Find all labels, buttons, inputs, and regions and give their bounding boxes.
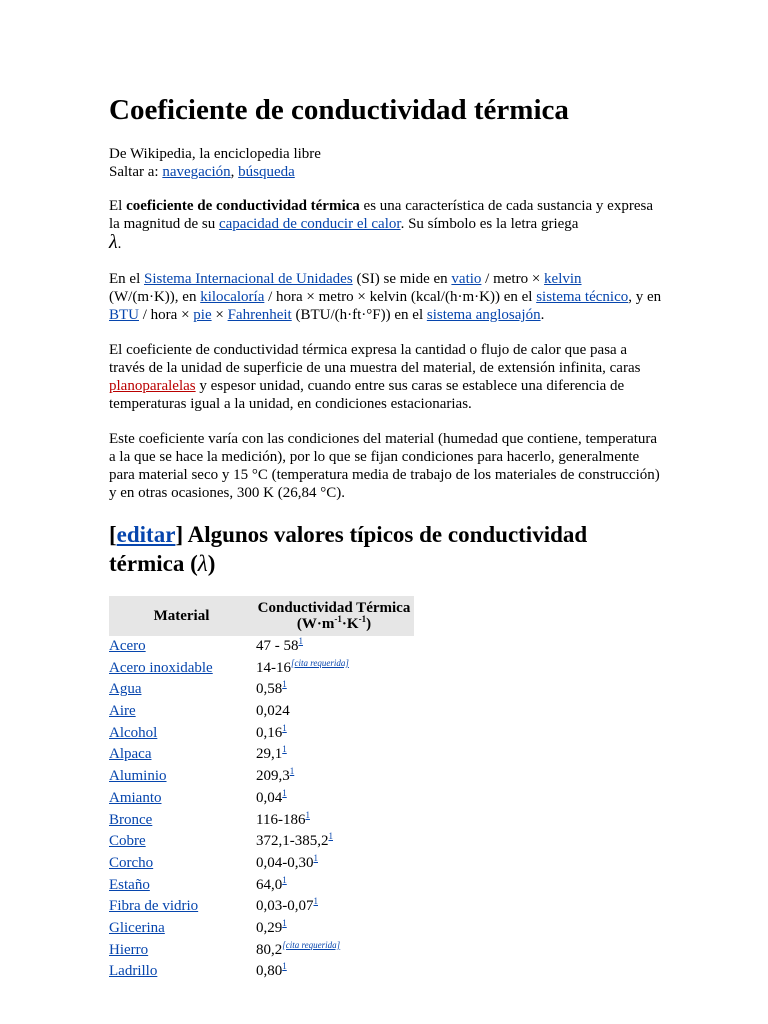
text: . Su símbolo es la letra griega [400,216,579,232]
conductivity-value: 372,1-385,2 [256,833,329,850]
from-line: De Wikipedia, la enciclopedia libre [109,146,321,162]
conductivity-value: 0,58 [256,681,283,698]
reference-link[interactable]: 1 [313,896,318,907]
reference-link[interactable]: 1 [305,809,310,820]
table-row [109,940,414,962]
bold-term: coeficiente de conductividad térmica [126,198,360,214]
cell-value [254,810,414,832]
jump-prefix: Saltar a: [109,164,163,180]
jump-search-link[interactable]: búsqueda [238,164,295,180]
table-row [109,875,414,897]
cell-material [109,744,254,766]
cell-material [109,723,254,745]
table-row [109,918,414,940]
material-link[interactable]: Aluminio [109,768,167,785]
reference-link[interactable]: 1 [328,831,333,842]
link-sistema-anglosajon[interactable]: sistema anglosajón [426,307,541,323]
paragraph-definition [109,197,664,253]
section-heading [109,520,664,578]
cell-value [254,788,414,810]
text: / hora × metro × kelvin (kcal/(h·m·K)) en el [264,289,537,305]
material-link[interactable]: Estaño [109,876,150,893]
text: . [117,236,122,252]
reference-link[interactable]: [cita requerida] [282,939,341,950]
text: (BTU/(h·ft·°F)) en el [291,307,427,323]
text: es una característica de cada sustancia y expresa la magnitud de su [109,198,653,232]
edit-bracket-open: [ [109,522,117,547]
table-row [109,810,414,832]
table-row [109,961,414,983]
table-row [109,701,414,723]
table-row [109,636,414,658]
conductivity-value: 0,29 [256,919,283,936]
reference-link[interactable]: 1 [282,744,287,755]
cell-value [254,723,414,745]
text: (SI) se mide en [352,271,452,287]
jump-navigation-link[interactable]: navegación [162,164,231,180]
conductivity-value: 0,03-0,07 [256,898,314,915]
reference-note[interactable] [314,896,319,906]
section-title-end: ) [207,551,216,576]
cell-material [109,701,254,723]
material-link[interactable]: Agua [109,681,142,698]
material-link[interactable]: Hierro [109,941,149,958]
material-link[interactable]: Aire [109,703,136,720]
conductivity-value: 209,3 [256,768,290,785]
link-btu[interactable]: BTU [109,307,139,323]
conductivity-value: 14-16 [256,659,291,676]
text: . [540,307,545,323]
reference-note[interactable] [282,723,287,733]
conductivity-value: 0,16 [256,724,283,741]
text: El [109,198,127,214]
link-planoparalelas[interactable]: planoparalelas [109,378,196,394]
cell-value [254,636,414,658]
link-fahrenheit[interactable]: Fahrenheit [227,307,292,323]
link-vatio[interactable]: vatio [451,271,482,287]
table-row [109,853,414,875]
header-unit-c: ) [366,616,372,632]
cell-material [109,636,254,658]
text: (W/(m·K)), en [109,289,201,305]
conductivity-value: 0,04 [256,789,283,806]
material-link[interactable]: Cobre [109,833,146,850]
edit-bracket-close: ] [175,522,184,547]
cell-material [109,853,254,875]
cell-value [254,701,414,723]
cell-value [254,679,414,701]
cell-value [254,940,414,962]
material-link[interactable]: Bronce [109,811,153,828]
table-row [109,744,414,766]
table-row [109,679,414,701]
table-header-row [109,596,414,636]
conductivity-value: 0,024 [256,703,290,720]
cell-material [109,940,254,962]
table-row [109,658,414,680]
text: / metro × [481,271,545,287]
table-row [109,896,414,918]
citation-needed[interactable] [282,940,340,950]
material-link[interactable]: Ladrillo [109,963,158,980]
reference-note[interactable] [282,875,287,885]
reference-link[interactable]: 1 [282,917,287,928]
lambda-symbol: λ [197,551,208,576]
text: / hora × [139,307,194,323]
conductivity-table [109,596,414,983]
material-link[interactable]: Glicerina [109,919,165,936]
cell-value [254,831,414,853]
paragraph-explanation [109,341,664,413]
reference-link[interactable]: 1 [282,787,287,798]
reference-link[interactable]: 1 [289,766,295,777]
conductivity-value: 0,04-0,30 [256,854,314,871]
cell-value [254,961,414,983]
reference-link[interactable]: 1 [313,852,318,863]
cell-value [254,744,414,766]
reference-note[interactable] [329,831,334,841]
reference-link[interactable]: 1 [282,961,287,972]
material-link[interactable]: Alcohol [109,724,158,741]
paragraph-conditions: Este coeficiente varía con las condiciones del material (humedad que contiene, temperatura a la que se hace la medición), por lo que se fijan condiciones para hacerlo, generalmente para material seco y 15 °C (temperatura media de trabajo de los materiales de construcción) y en otras ocasiones, 300 K (26,84 °C). [109,431,660,501]
cell-material [109,788,254,810]
reference-link[interactable]: [cita requerida] [291,657,349,668]
article-content [109,92,664,983]
table-row [109,788,414,810]
reference-link[interactable]: 1 [282,722,287,733]
material-link[interactable]: Acero [109,638,146,654]
reference-note[interactable] [282,788,287,798]
cell-material [109,766,254,788]
cell-material [109,961,254,983]
link-kelvin[interactable]: kelvin [544,271,582,287]
column-header-material: Material [109,596,254,636]
reference-note[interactable] [299,636,304,646]
conductivity-value: 47 - 58 [256,638,299,654]
reference-note[interactable] [282,961,287,971]
jump-line [109,163,664,181]
conductivity-value: 0,80 [256,963,283,980]
cell-value [254,896,414,918]
column-header-conductivity [254,596,414,636]
text: × [211,307,228,323]
conductivity-value: 80,2 [256,941,283,958]
table-row [109,723,414,745]
page-title: Coeficiente de conductividad térmica [109,94,569,126]
conductivity-value: 64,0 [256,876,283,893]
header-unit-sup2: -1 [358,614,367,624]
material-link[interactable]: Amianto [109,789,162,806]
header-line-1: Conductividad Térmica [257,600,411,616]
table-row [109,766,414,788]
reference-link[interactable]: 1 [282,874,287,885]
reference-note[interactable] [314,853,319,863]
cell-material [109,896,254,918]
header-unit-b: ·K [341,616,359,632]
material-link[interactable]: Corcho [109,854,154,871]
paragraph-units [109,270,664,324]
reference-note[interactable] [282,918,287,928]
article-subtitle [109,145,664,181]
header-unit-sup1: -1 [334,614,342,624]
lambda-symbol: λ [109,231,118,253]
reference-note[interactable] [305,810,310,820]
cell-material [109,658,254,680]
jump-separator: , [230,164,239,180]
link-sistema-tecnico[interactable]: sistema técnico [536,289,629,305]
header-unit-a: (W·m [296,616,335,632]
reference-link[interactable]: 1 [298,636,303,646]
cell-value [254,918,414,940]
material-link[interactable]: Fibra de vidrio [109,898,199,915]
reference-link[interactable]: 1 [282,679,287,690]
table-row [109,831,414,853]
cell-material [109,875,254,897]
text: y espesor unidad, cuando entre sus caras se establece una diferencia de temperaturas igual a la unidad, en condiciones estacionarias. [109,378,625,412]
cell-material [109,679,254,701]
link-kilocaloria[interactable]: kilocaloría [200,289,265,305]
cell-material [109,918,254,940]
reference-note[interactable] [282,679,287,689]
text: En el [109,271,144,287]
cell-material [109,810,254,832]
text: , y en [628,289,662,305]
material-link[interactable]: Alpaca [109,746,152,763]
cell-value [254,853,414,875]
citation-needed[interactable] [291,658,349,668]
cell-material [109,831,254,853]
section-title: Algunos valores típicos de conductividad térmica ( [109,522,588,576]
link-si[interactable]: Sistema Internacional de Unidades [144,271,353,287]
conductivity-value: 116-186 [256,811,306,828]
cell-value [254,766,414,788]
link-pie[interactable]: pie [193,307,212,323]
reference-note[interactable] [290,766,295,776]
material-link[interactable]: Acero inoxidable [109,659,213,676]
table-body [109,636,414,983]
cell-value [254,875,414,897]
link-capacidad[interactable]: capacidad de conducir el calor [218,216,401,232]
conductivity-value: 29,1 [256,746,283,763]
reference-note[interactable] [282,744,287,754]
cell-value [254,658,414,680]
text: El coeficiente de conductividad térmica expresa la cantidad o flujo de calor que pasa a través de la unidad de superficie de una muestra del material, de extensión infinita, caras [109,342,641,376]
edit-section-link[interactable]: editar [116,522,176,547]
